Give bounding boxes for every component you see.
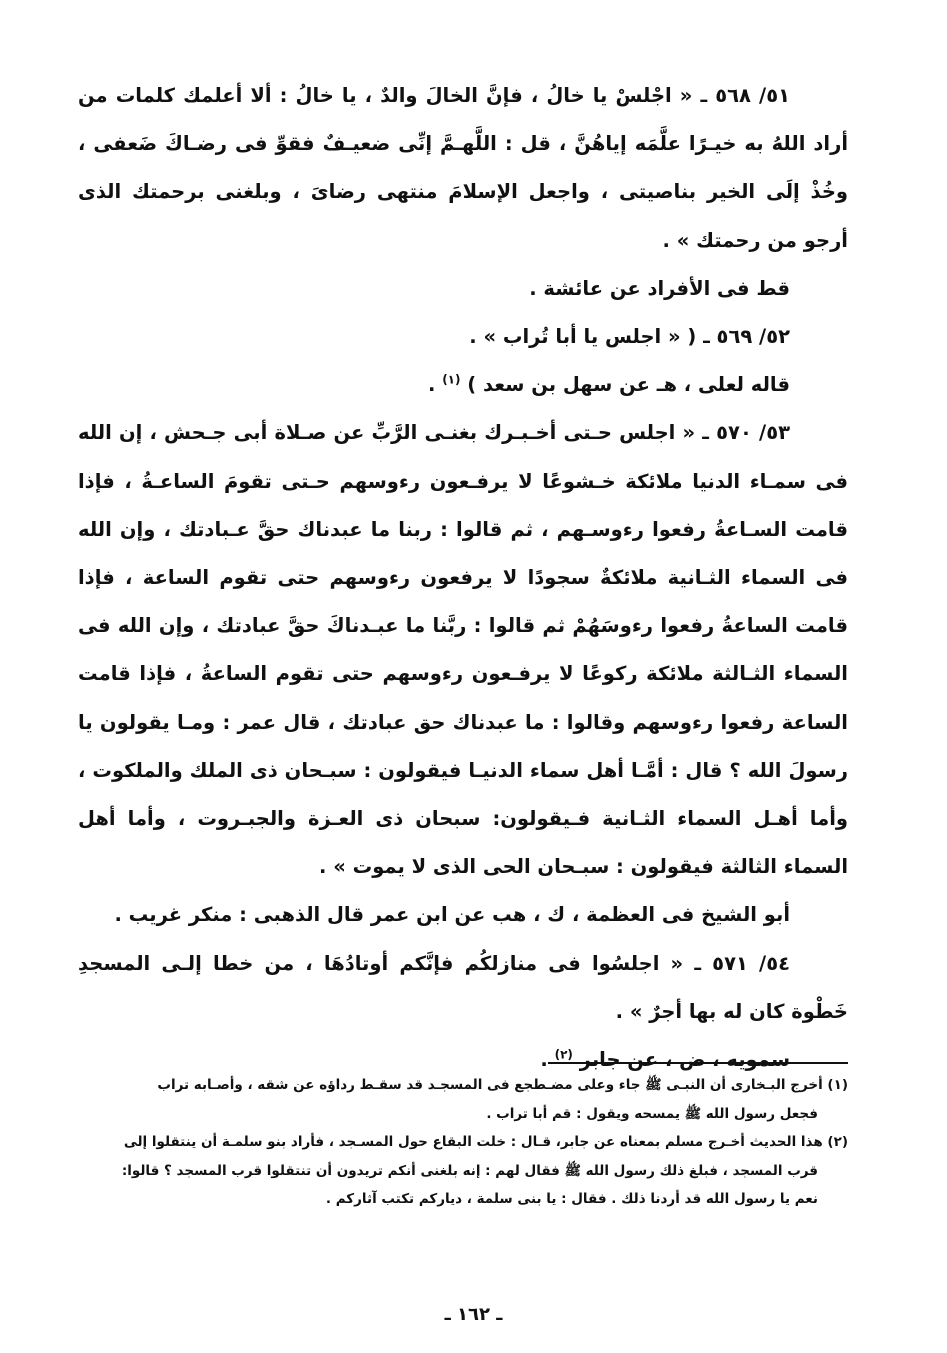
footnotes bbox=[78, 1071, 848, 1214]
footnote-2-line-1: (٢) هذا الحديث أخـرج مسلم بمعناه عن جابر، قـال : خلت البقاع حول المسـجد ، فأراد بنو سلمـة أن ينتقلوا إلى bbox=[123, 1134, 848, 1150]
hadith-entry-53: ٥٣/ ٥٧٠ ـ « اجلس حـتى أخـبـرك بغنـى الرَّبِّ عن صـلاة أبى جـحش ، إن الله فى سمـاء الدنيا ملائكة خـشوعًا لا يرفـعون رءوسهم حـتى تقومَ الساعـةُ ، فإذا قامت السـاعةُ رفعوا رءوسـهم ، ثم قالوا : ربنا ما عبدناك حقَّ عـبادتك ، وإن الله فى السماء الثـانية ملائكةٌ سجودًا لا يرفعون رءوسهم حتى تقوم الساعة ، فإذا قامت الساعةُ رفعوا رءوسَهُمْ ثم قالوا : ربَّنا ما عبـدناكَ حقَّ عبادتك ، وإن الله فى السماء الثـالثة ملائكة ركوعًا لا يرفـعون رءوسهم حتى تقوم الساعةُ ، فإذا قامت الساعة رفعوا رءوسهم وقالوا : ما عبدناك حق عبادتك ، قال عمر : ومـا يقولون يا رسولَ الله ؟ قال : أمَّـا أهل سماء الدنيـا فيقولون : سبـحان ذى الملك والملكوت ، وأما أهـل السماء الثـانية فـيقولون: سبحان ذى العـزة والجبـروت ، وأما أهل السماء الثالثة فيقولون : سبـحان الحى الذى لا يموت » . bbox=[78, 421, 848, 879]
footnote-ref-2[interactable]: (٢) bbox=[554, 1047, 573, 1062]
hadith-entry-52: ٥٢/ ٥٦٩ ـ ( « اجلس يا أبا تُراب » . bbox=[469, 325, 790, 349]
footnote-1-line-2: فجعل رسول الله ﷺ يمسحه ويقول : قم أبا تراب . bbox=[486, 1105, 818, 1122]
footnote-divider bbox=[548, 1062, 848, 1064]
footnote-2-line-2: قرب المسجد ، فبلغ ذلك رسول الله ﷺ فقال لهم : إنه بلغنى أنكم تريدون أن تنتقلوا قرب المسجد ؟ قالوا: bbox=[121, 1162, 818, 1179]
hadith-source-52 bbox=[78, 361, 848, 409]
footnote-1-line-1: (١) أخرج البـخارى أن النبـى ﷺ جاء وعلى مضـطجع فى المسجـد قد سقـط رداؤه عن شقه ، وأصـابه تراب bbox=[157, 1077, 848, 1093]
main-text bbox=[78, 72, 848, 1084]
footnote-ref-1[interactable]: (١) bbox=[442, 372, 461, 387]
hadith-source-53: أبو الشيخ فى العظمة ، ك ، هب عن ابن عمر قال الذهبى : منكر غريب . bbox=[114, 903, 790, 927]
source-52-text: قاله لعلى ، هـ عن سهل بن سعد ) bbox=[467, 373, 790, 397]
hadith-entry-54: ٥٤/ ٥٧١ ـ « اجلسُوا فى منازلكُم فإنَّكم أوتادُهَا ، من خطا إلـى المسجدِ خَطْوة كان له بها أجرٌ » . bbox=[78, 951, 848, 1023]
footnote-2-line-3: نعم يا رسول الله قد أردنا ذلك . فقال : يا بنى سلمة ، دياركم تكتب آثاركم . bbox=[325, 1191, 818, 1207]
source-54-end: . bbox=[540, 1048, 555, 1072]
hadith-source-51: قط فى الأفراد عن عائشة . bbox=[529, 276, 790, 300]
source-54-text: سمويه ، ض ، عن جابر bbox=[579, 1048, 790, 1072]
page-number: ـ ١٦٢ ـ bbox=[444, 1304, 503, 1325]
source-52-end: . bbox=[427, 373, 443, 397]
hadith-entry-51: ٥١/ ٥٦٨ ـ « اجْلسْ يا خالُ ، فإنَّ الخالَ والدٌ ، يا خالُ : ألا أعلمك كلمات من أراد اللهُ به خيـرًا علَّمَه إياهُنَّ ، قل : اللَّهـمَّ إنِّى ضعيـفٌ فقوِّ فى رضـاكَ ضَعفى ، وخُذْ إلَى الخير بناصيتى ، واجعل الإسلامَ منتهى رضاىَ ، وبلغنى برحمتك الذى أرجو من رحمتك » . bbox=[78, 84, 848, 252]
